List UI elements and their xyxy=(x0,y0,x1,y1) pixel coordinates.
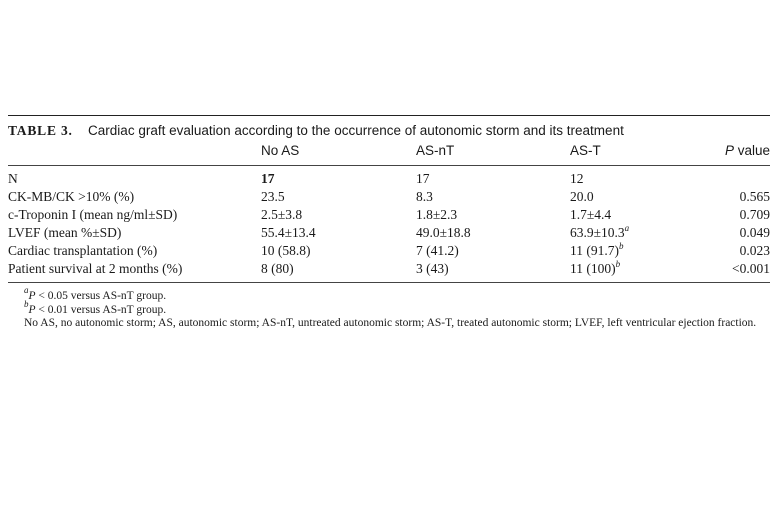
header-p-letter: P xyxy=(724,143,734,158)
footnote-a xyxy=(8,285,770,304)
footnote-b-text: < 0.01 versus AS-nT group. xyxy=(35,303,167,316)
cell-as-nt: 49.0±18.8 xyxy=(416,225,471,240)
table-caption xyxy=(8,122,770,140)
data-table xyxy=(8,140,770,283)
header-as-t: AS-T xyxy=(570,143,601,158)
cell-p-value: 0.709 xyxy=(739,207,770,222)
header-as-nt: AS-nT xyxy=(416,143,455,158)
cell-as-t-value: 11 (91.7) xyxy=(570,243,619,258)
top-rule xyxy=(8,115,770,116)
header-p-value: P value xyxy=(724,143,770,158)
table-row xyxy=(8,166,770,188)
header-no-as: No AS xyxy=(261,143,300,158)
row-label: N xyxy=(8,171,18,186)
header-label xyxy=(8,140,261,165)
cell-as-t xyxy=(570,188,702,206)
cell-as-t xyxy=(570,206,702,224)
cell-no-as: 10 (58.8) xyxy=(261,243,311,258)
cell-as-nt: 8.3 xyxy=(416,189,433,204)
cell-no-as: 55.4±13.4 xyxy=(261,225,316,240)
cell-as-nt: 17 xyxy=(416,171,430,186)
header-row xyxy=(8,140,770,165)
row-label: CK-MB/CK >10% (%) xyxy=(8,189,135,204)
cell-no-as: 8 (80) xyxy=(261,261,294,276)
table-row xyxy=(8,188,770,206)
cell-no-as: 23.5 xyxy=(261,189,285,204)
footnote-b-mark: b xyxy=(24,298,29,309)
row-label: c-Troponin I (mean ng/ml±SD) xyxy=(8,207,178,222)
cell-p-value: 0.049 xyxy=(739,225,770,240)
cell-p-value: 0.565 xyxy=(739,189,770,204)
abbreviations-note: No AS, no autonomic storm; AS, autonomic storm; AS-nT, untreated autonomic storm; AS-T, treated autonomic storm; LVEF, left ventricular ejection fraction. xyxy=(24,317,757,329)
cell-as-t-value: 11 (100) xyxy=(570,261,616,276)
cell-as-t-sup: a xyxy=(624,222,630,233)
cell-as-nt: 7 (41.2) xyxy=(416,243,459,258)
cell-as-t-sup: b xyxy=(619,240,624,251)
row-label: Patient survival at 2 months (%) xyxy=(8,261,183,276)
cell-as-t-value: 63.9±10.3 xyxy=(570,225,625,240)
table-label: TABLE 3. xyxy=(8,123,73,138)
table-title: Cardiac graft evaluation according to the occurrence of autonomic storm and its treatment xyxy=(88,123,624,138)
cell-p-value xyxy=(702,166,770,188)
cell-no-as: 2.5±3.8 xyxy=(261,207,303,222)
cell-as-t xyxy=(570,242,702,260)
cell-as-t-value: 1.7±4.4 xyxy=(570,207,612,222)
footnote-a-mark: a xyxy=(24,285,29,296)
cell-as-t xyxy=(570,166,702,188)
row-label: Cardiac transplantation (%) xyxy=(8,243,158,258)
cell-as-t xyxy=(570,260,702,278)
cell-no-as: 17 xyxy=(261,171,275,186)
cell-as-t xyxy=(570,224,702,242)
table-row xyxy=(8,224,770,242)
cell-as-nt: 3 (43) xyxy=(416,261,449,276)
cell-as-t-sup: b xyxy=(615,258,621,269)
row-label: LVEF (mean %±SD) xyxy=(8,225,122,240)
table-container xyxy=(8,115,770,331)
table-row xyxy=(8,242,770,260)
cell-p-value: <0.001 xyxy=(732,261,770,276)
cell-as-t-value: 20.0 xyxy=(570,189,594,204)
table-row xyxy=(8,260,770,278)
bottom-rule xyxy=(8,282,770,283)
cell-as-t-value: 12 xyxy=(570,171,584,186)
table-row xyxy=(8,206,770,224)
footnote-b xyxy=(8,298,770,318)
cell-p-value: 0.023 xyxy=(739,243,770,258)
footnote-b-p: P xyxy=(28,303,36,316)
footnote-a-text: < 0.05 versus AS-nT group. xyxy=(35,290,167,302)
footnote-a-p: P xyxy=(28,290,36,302)
table-notes xyxy=(8,285,770,331)
cell-as-nt: 1.8±2.3 xyxy=(416,207,458,222)
